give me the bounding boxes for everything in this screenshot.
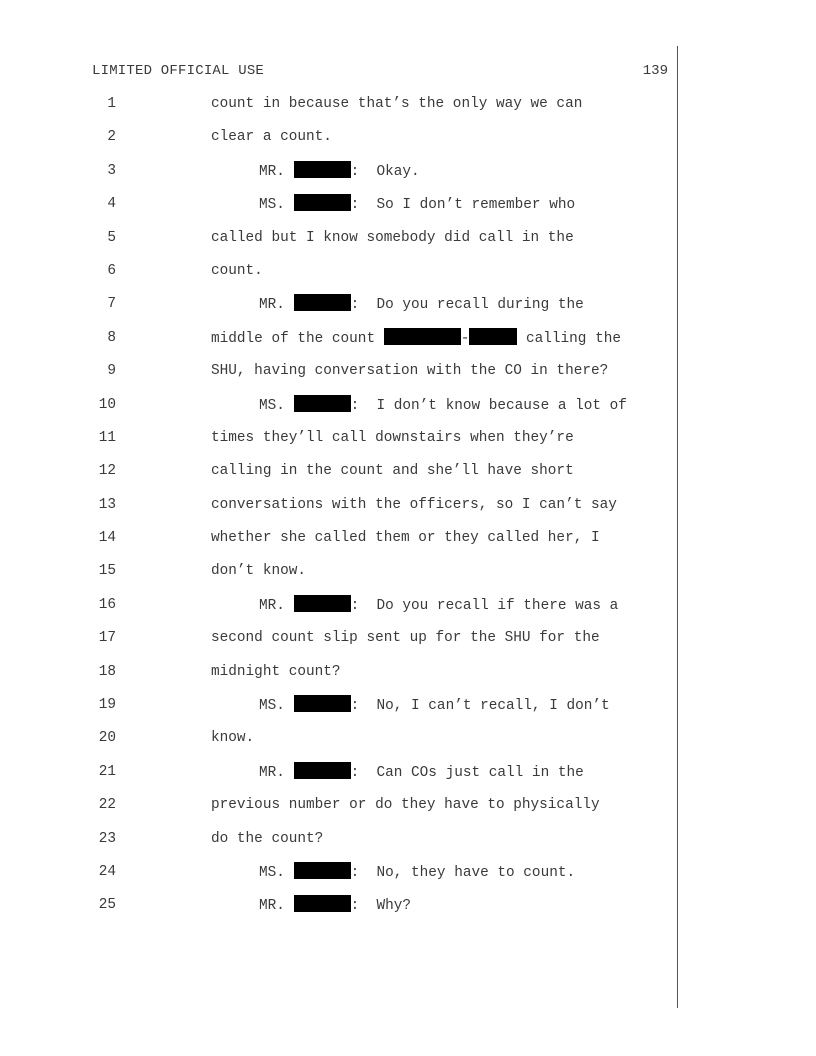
transcript-line — [0, 561, 677, 594]
line-text: whether she called them or they called her, I — [211, 530, 600, 547]
transcript-line — [0, 895, 677, 928]
transcript-line — [0, 194, 677, 227]
line-text: know. — [211, 730, 255, 747]
transcript-line — [0, 228, 677, 261]
line-number: 2 — [107, 129, 116, 146]
line-number: 22 — [98, 797, 116, 814]
line-text: SHU, having conversation with the CO in there? — [211, 363, 609, 380]
line-number: 16 — [98, 596, 116, 613]
redacted-name-block — [294, 294, 351, 311]
line-number: 5 — [107, 229, 116, 246]
spoken-text: I don’t know because a lot of — [376, 397, 627, 414]
line-number: 17 — [98, 630, 116, 647]
transcript-line — [0, 728, 677, 761]
line-number: 21 — [98, 763, 116, 780]
line-text: MR. : Do you recall if there was a — [259, 595, 618, 616]
redacted-name-block — [294, 895, 351, 912]
line-number: 14 — [98, 530, 116, 547]
line-number: 3 — [107, 162, 116, 179]
line-text — [211, 328, 621, 349]
line-text: conversations with the officers, so I can’t say — [211, 496, 617, 513]
line-number: 18 — [98, 663, 116, 680]
line-number: 6 — [107, 262, 116, 279]
transcript-line — [0, 862, 677, 895]
transcript-line — [0, 795, 677, 828]
line-text: calling in the count and she’ll have short — [211, 463, 574, 480]
redacted-name-block — [294, 695, 351, 712]
line-number: 7 — [107, 296, 116, 313]
text-before-redaction: middle of the count — [211, 330, 384, 347]
line-text: don’t know. — [211, 563, 306, 580]
line-number: 13 — [98, 496, 116, 513]
line-text: MR. : Do you recall during the — [259, 294, 584, 315]
line-text: midnight count? — [211, 663, 341, 680]
line-text: MS. : I don’t know because a lot of — [259, 395, 627, 416]
speaker-label: MR. — [259, 297, 285, 314]
line-number: 23 — [98, 830, 116, 847]
line-text: MR. : Why? — [259, 895, 411, 916]
transcript-line — [0, 628, 677, 661]
spoken-text: Do you recall if there was a — [376, 597, 619, 614]
hyphen-separator: - — [460, 330, 470, 347]
line-text: MR. : Can COs just call in the — [259, 762, 584, 783]
speaker-label: MS. — [259, 698, 285, 715]
transcript-line — [0, 695, 677, 728]
line-text: count in because that’s the only way we can — [211, 96, 583, 112]
line-text: MS. : No, I can’t recall, I don’t — [259, 695, 610, 716]
line-number: 12 — [98, 463, 116, 480]
spoken-text: No, they have to count. — [376, 864, 576, 881]
page-number: 139 — [642, 63, 668, 79]
line-number: 20 — [98, 730, 116, 747]
redacted-name-block — [294, 395, 351, 412]
line-number: 10 — [98, 396, 116, 413]
speaker-label: MR. — [259, 898, 285, 915]
speaker-label: MR. — [259, 597, 285, 614]
spoken-text: Do you recall during the — [376, 297, 584, 314]
transcript-line — [0, 361, 677, 394]
line-text: previous number or do they have to physically — [211, 797, 600, 814]
line-number: 8 — [107, 329, 116, 346]
transcript-line — [0, 428, 677, 461]
transcript-lines — [0, 94, 677, 929]
redacted-name-block — [294, 762, 351, 779]
transcript-line — [0, 161, 677, 194]
transcript-line — [0, 94, 677, 127]
transcript-line — [0, 495, 677, 528]
redacted-name-block — [294, 595, 351, 612]
transcript-line — [0, 395, 677, 428]
transcript-line — [0, 461, 677, 494]
line-text: second count slip sent up for the SHU for the — [211, 630, 600, 647]
redacted-name-block — [384, 328, 461, 345]
transcript-line — [0, 662, 677, 695]
redacted-name-block — [469, 328, 517, 345]
speaker-label: MR. — [259, 764, 285, 781]
spoken-text: So I don’t remember who — [376, 197, 576, 214]
transcript-line — [0, 829, 677, 862]
line-text: MS. : So I don’t remember who — [259, 194, 575, 215]
transcript-line — [0, 127, 677, 160]
line-number: 1 — [107, 96, 116, 112]
spoken-text: Can COs just call in the — [376, 764, 584, 781]
line-number: 19 — [98, 697, 116, 714]
line-text: MR. : Okay. — [259, 161, 420, 182]
line-text: count. — [211, 262, 263, 279]
transcript-line — [0, 528, 677, 561]
speaker-label: MS. — [259, 397, 285, 414]
line-number: 15 — [98, 563, 116, 580]
transcript-line — [0, 595, 677, 628]
line-number: 11 — [98, 429, 116, 446]
redacted-name-block — [294, 194, 351, 211]
speaker-label: MS. — [259, 864, 285, 881]
line-number: 4 — [107, 196, 116, 213]
line-number: 24 — [98, 863, 116, 880]
redacted-name-block — [294, 161, 351, 178]
line-text: called but I know somebody did call in the — [211, 229, 574, 246]
speaker-label: MR. — [259, 163, 285, 180]
right-margin-rule — [677, 46, 678, 1008]
transcript-line — [0, 261, 677, 294]
transcript-line — [0, 762, 677, 795]
speaker-label: MS. — [259, 197, 285, 214]
transcript-line — [0, 328, 677, 361]
spoken-text: Okay. — [376, 163, 420, 180]
text-after-redaction: calling the — [517, 330, 621, 347]
spoken-text: No, I can’t recall, I don’t — [376, 698, 610, 715]
line-text: do the count? — [211, 830, 324, 847]
classification-header: LIMITED OFFICIAL USE — [92, 63, 265, 79]
line-text: clear a count. — [211, 129, 332, 146]
spoken-text: Why? — [376, 898, 412, 915]
transcript-line — [0, 294, 677, 327]
line-text: MS. : No, they have to count. — [259, 862, 575, 883]
line-number: 25 — [98, 897, 116, 914]
line-number: 9 — [107, 363, 116, 380]
redacted-name-block — [294, 862, 351, 879]
line-text: times they’ll call downstairs when they’re — [211, 429, 574, 446]
